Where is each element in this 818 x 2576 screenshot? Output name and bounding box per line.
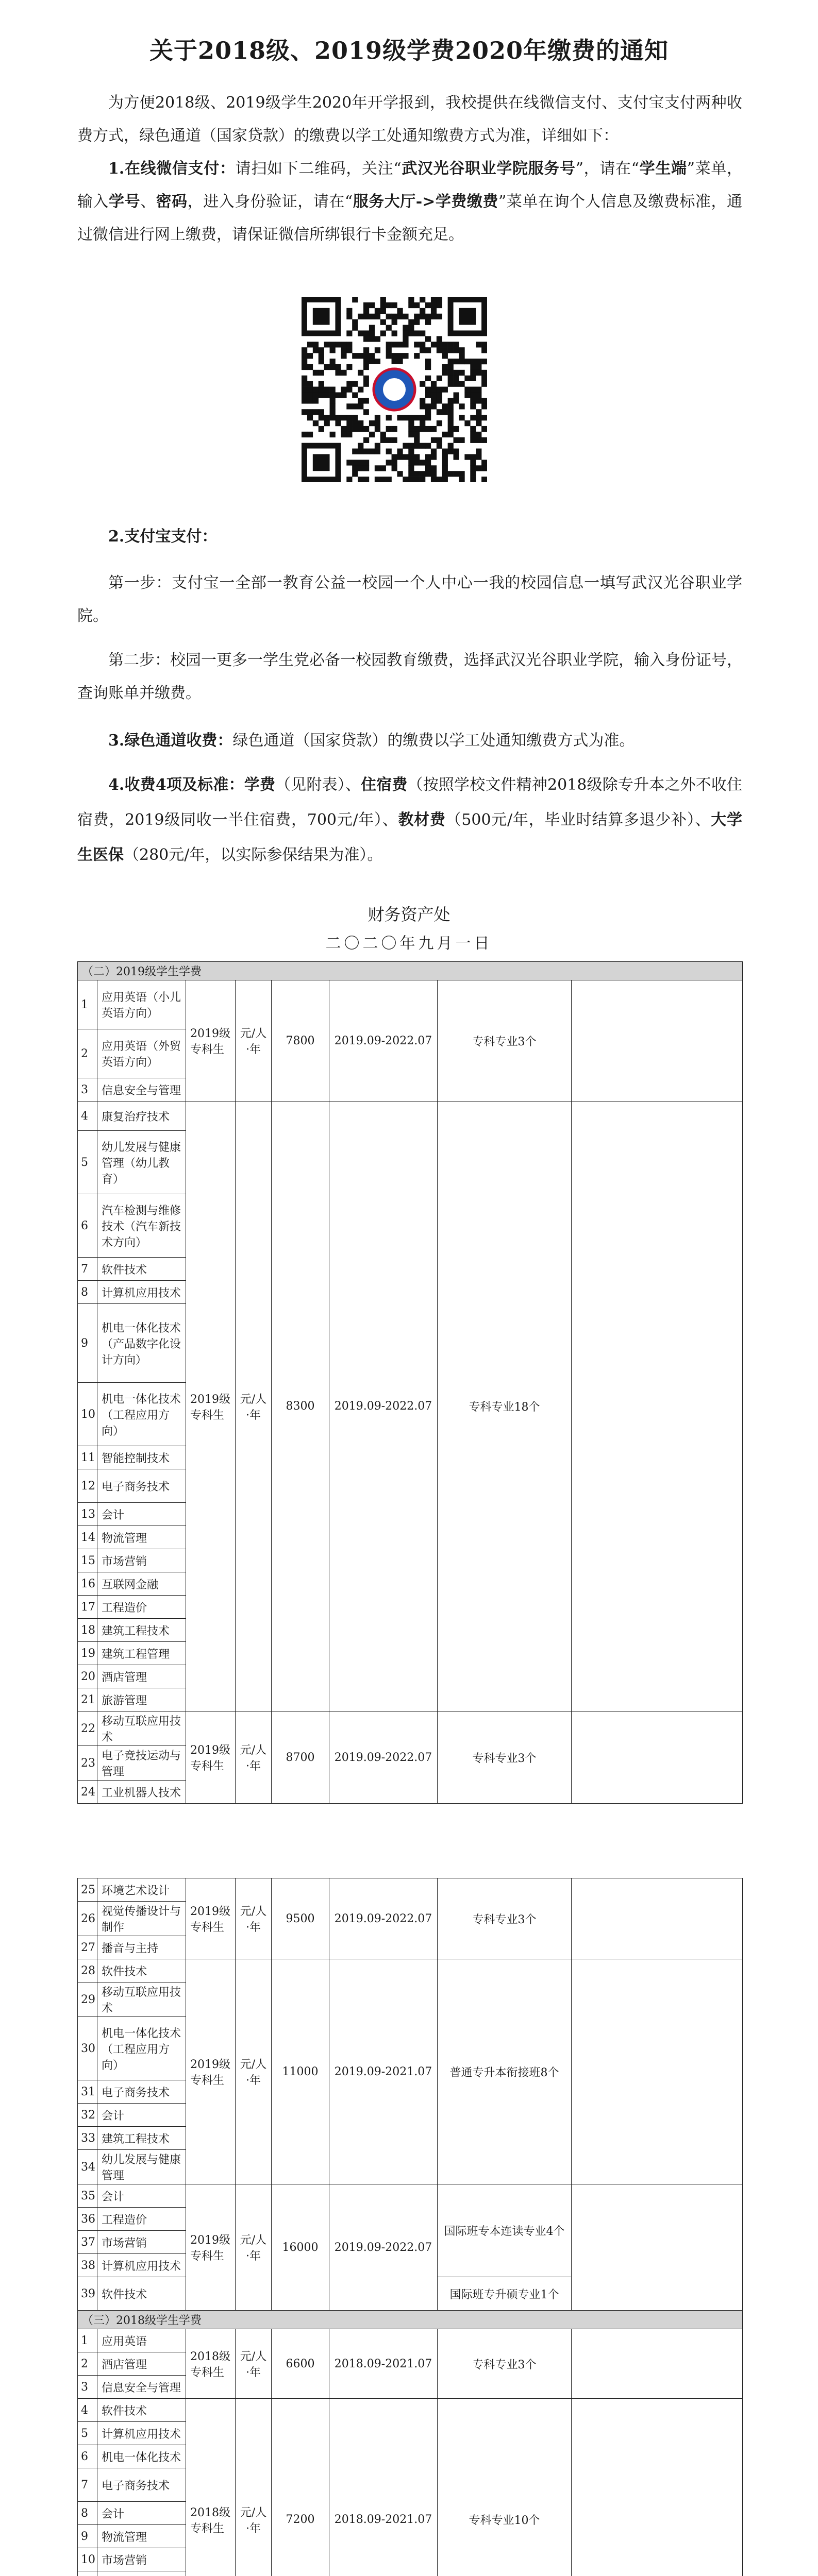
table-row: 7 软件技术	[78, 1258, 743, 1281]
section-header-2018: （三）2018级学生学费	[78, 2311, 743, 2329]
table-row: 16 互联网金融	[78, 1572, 743, 1596]
table-row: 2 应用英语（外贸英语方向）	[78, 1029, 743, 1078]
table-row: 7 电子商务技术	[78, 2468, 743, 2502]
table-row: 20 酒店管理	[78, 1665, 743, 1688]
table-row: 9 物流管理	[78, 2525, 743, 2548]
table-page-gap	[78, 1804, 743, 1878]
fee-items-paragraph: 4.收费4项及标准：学费（见附表）、住宿费（按照学校文件精神2018级除专升本之外不收住宿费，2019级同收一半住宿费，700元/年）、教材费（500元/年，毕业时结算多退少补）、大学生医保（280元/年，以实际参保结果为准）。	[77, 776, 743, 864]
table-row: 22 移动互联应用技术 2019级专科生 元/人·年 8700 2019.09-2022.07 专科专业3个	[78, 1711, 743, 1746]
table-row: 21 旅游管理	[78, 1688, 743, 1711]
table-row: 38 计算机应用技术	[78, 2254, 743, 2277]
table-row: 27 播音与主持	[78, 1936, 743, 1959]
section-header-2019: （二）2019级学生学费	[78, 962, 743, 980]
table-row: 30 机电一体化技术（工程应用方向）	[78, 2017, 743, 2080]
table-row: 39 软件技术 国际班专升硕专业1个	[78, 2277, 743, 2311]
table-row: 31 电子商务技术	[78, 2080, 743, 2104]
wechat-heading: 1.在线微信支付：	[108, 160, 236, 178]
table-row: 29 移动互联应用技术	[78, 1982, 743, 2017]
table-row: 13 会计	[78, 1503, 743, 1526]
alipay-heading: 2.支付宝支付：	[108, 528, 218, 546]
table-row: 32 会计	[78, 2104, 743, 2127]
table-row: 1 应用英语（小儿英语方向） 2019级专科生 元/人·年 7800 2019.09-2022.07 专科专业3个	[78, 980, 743, 1029]
table-row: 1 应用英语 2018级专科生 元/人·年 6600 2018.09-2021.07 专科专业3个	[78, 2329, 743, 2352]
table-row: 4 软件技术 2018级专科生 元/人·年 7200 2018.09-2021.07 专科专业10个	[78, 2399, 743, 2422]
table-row: 15 市场营销	[78, 1549, 743, 1572]
table-row: 18 建筑工程技术	[78, 1619, 743, 1642]
fee-table	[77, 961, 743, 2576]
table-row: 8 会计	[78, 2502, 743, 2525]
page-title: 关于2018级、2019级学费2020年缴费的通知	[149, 37, 669, 64]
table-row: 6 汽车检测与维修技术（汽车新技术方向）	[78, 1194, 743, 1258]
table-row: 5 计算机应用技术	[78, 2422, 743, 2445]
alipay-step-1: 第一步：支付宝一全部一教育公益一校园一个人中心一我的校园信息一填写武汉光谷职业学院。	[77, 574, 742, 625]
table-row: 35 会计 2019级专科生 元/人·年 16000 2019.09-2022.07 国际班专本连读专业4个	[78, 2184, 743, 2208]
table-row: 17 工程造价	[78, 1596, 743, 1619]
table-row: 14 物流管理	[78, 1526, 743, 1549]
green-channel-paragraph: 3.绿色通道收费：绿色通道（国家贷款）的缴费以学工处通知缴费方式为准。	[108, 732, 635, 750]
table-row: 26 视觉传播设计与制作	[78, 1902, 743, 1936]
table-row: 8 计算机应用技术	[78, 1281, 743, 1304]
table-row: 6 机电一体化技术	[78, 2445, 743, 2468]
alipay-step-2: 第二步：校园一更多一学生党必备一校园教育缴费，选择武汉光谷职业学院，输入身份证号，查询账单并缴费。	[77, 651, 742, 702]
table-row: 25 环境艺术设计 2019级专科生 元/人·年 9500 2019.09-2022.07 专科专业3个	[78, 1878, 743, 1902]
table-row: 3 信息安全与管理	[78, 2376, 743, 2399]
table-row: 34 幼儿发展与健康管理	[78, 2150, 743, 2184]
table-row: 10 机电一体化技术（工程应用方向）	[78, 1383, 743, 1446]
table-row: 9 机电一体化技术（产品数字化设计方向）	[78, 1304, 743, 1383]
intro-paragraph: 为方便2018级、2019级学生2020年开学报到，我校提供在线微信支付、支付宝支付两种收费方式，绿色通道（国家贷款）的缴费以学工处通知缴费方式为准，详细如下：	[77, 94, 742, 145]
table-row: 10 市场营销	[78, 2548, 743, 2571]
table-row: 2 酒店管理	[78, 2352, 743, 2376]
table-row: 12 电子商务技术	[78, 1469, 743, 1503]
table-row: 23 电子竞技运动与管理	[78, 1746, 743, 1781]
table-row: 4 康复治疗技术 2019级专科生 元/人·年 8300 2019.09-2022.07 专科专业18个	[78, 1101, 743, 1131]
wechat-qr-code[interactable]	[302, 297, 487, 482]
table-row: 19 建筑工程管理	[78, 1642, 743, 1665]
table-row: 28 软件技术 2019级专科生 元/人·年 11000 2019.09-2021.07 普通专升本衔接班8个	[78, 1959, 743, 1982]
table-row: 11 智能控制技术	[78, 1446, 743, 1469]
wechat-paragraph: 1.在线微信支付：请扫如下二维码，关注“武汉光谷职业学院服务号”，请在“学生端”菜单，输入学号、密码，进入身份验证，请在“服务大厅->学费缴费”菜单在询个人信息及缴费标准，通过微信进行网上缴费，请保证微信所绑银行卡金额充足。	[77, 160, 743, 244]
table-row: 37 市场营销	[78, 2231, 743, 2254]
issuing-department: 财务资产处	[368, 905, 450, 924]
wechat-account-name: 武汉光谷职业学院服务号	[401, 160, 576, 178]
table-row: 33 建筑工程技术	[78, 2127, 743, 2150]
table-row: 5 幼儿发展与健康管理（幼儿教育）	[78, 1131, 743, 1194]
table-row: 24 工业机器人技术	[78, 1781, 743, 1804]
table-row: 3 信息安全与管理	[78, 1078, 743, 1101]
table-row: 36 工程造价	[78, 2208, 743, 2231]
issue-date: 二〇二〇年九月一日	[325, 935, 493, 953]
